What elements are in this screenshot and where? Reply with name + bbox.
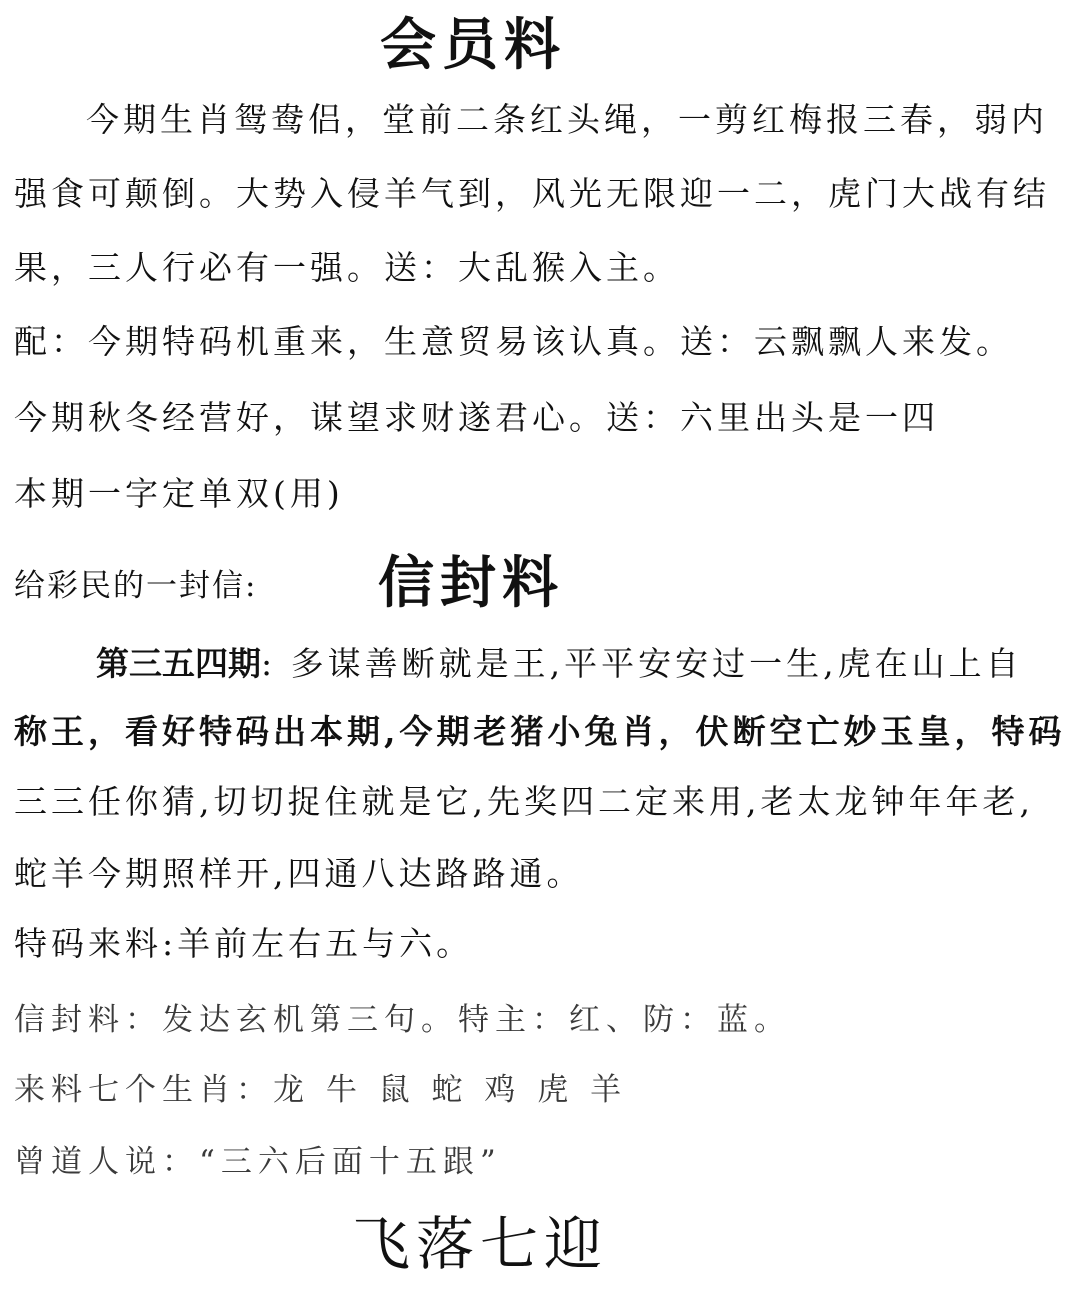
member-line-3: 果，三人行必有一强。送：大乱猴入主。 (14, 248, 680, 287)
letter-line-1 (96, 644, 1023, 684)
letter-line-5: 特码来料:羊前左右五与六。 (14, 924, 474, 963)
letter-line-2: 称王，看好特码出本期,今期老猪小兔肖，伏断空亡妙玉皇，特码 (14, 712, 1066, 751)
letter-line-7: 来料七个生肖：龙 牛 鼠 蛇 鸡 虎 羊 (14, 1072, 628, 1108)
member-line-1: 今期生肖鸳鸯侣，堂前二条红头绳，一剪红梅报三春，弱内 (86, 100, 1048, 139)
member-line-2: 强食可颠倒。大势入侵羊气到，风光无限迎一二，虎门大战有结 (14, 174, 1050, 213)
letter-label: 给彩民的一封信: (14, 568, 258, 604)
member-line-6: 本期一字定单双(用) (14, 474, 344, 513)
letter-line-3: 三三任你猜,切切捉住就是它,先奖四二定来用,老太龙钟年年老, (14, 782, 1034, 821)
letter-line-8: 曾道人说：“三六后面十五跟” (14, 1144, 502, 1180)
issue-number: 第三五四期 (96, 644, 261, 683)
member-section-title: 会员料 (380, 12, 566, 78)
letter-line-4: 蛇羊今期照样开,四通八达路路通。 (14, 854, 584, 893)
letter-line-1-text: : 多谋善断就是王,平平安安过一生,虎在山上自 (261, 644, 1023, 683)
footer-title: 飞落七迎 (352, 1210, 609, 1278)
letter-line-6: 信封料：发达玄机第三句。特主：红、防：蓝。 (14, 1002, 791, 1038)
member-line-5: 今期秋冬经营好，谋望求财遂君心。送：六里出头是一四 (14, 398, 939, 437)
member-line-4: 配：今期特码机重来，生意贸易该认真。送：云飘飘人来发。 (14, 322, 1013, 361)
letter-section-title: 信封料 (378, 550, 564, 616)
